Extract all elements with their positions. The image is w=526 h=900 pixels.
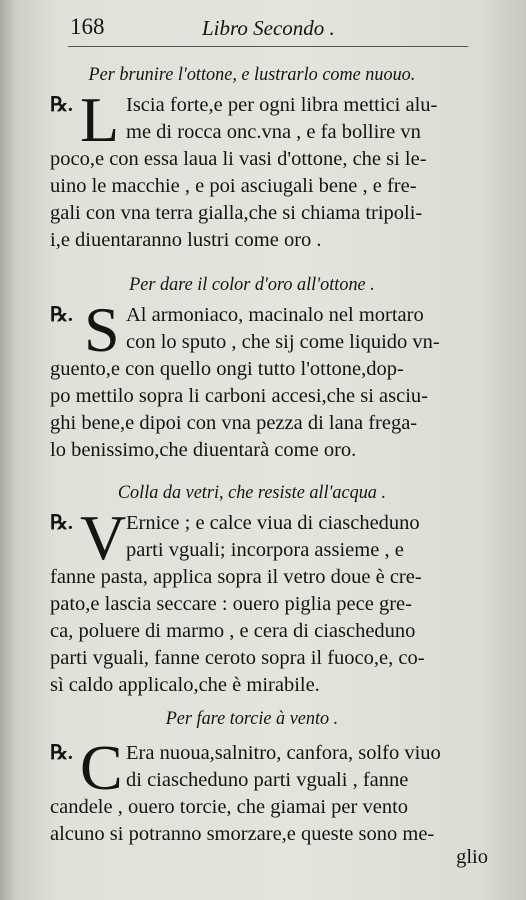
recipe-mark: ℞. xyxy=(50,512,73,534)
page-number: 168 xyxy=(70,14,105,39)
text-line: Iscia forte,e per ogni libra mettici alu- xyxy=(126,94,438,116)
recipe-title-3: Colla da vetri, che resiste all'acqua . xyxy=(117,482,387,503)
recipe-mark: ℞. xyxy=(50,304,73,326)
text-line: parti vguali; incorpora assieme , e xyxy=(126,539,404,561)
recipe-title-4: Per fare torcie à vento . xyxy=(165,708,339,729)
text-line: Era nuoua,salnitro, canfora, solfo viuo xyxy=(126,742,441,764)
text-line: ghi bene,e dipoi con vna pezza di lana frega- xyxy=(50,412,418,434)
text-line: di ciascheduno parti vguali , fanne xyxy=(126,769,409,791)
drop-cap-initial: C xyxy=(80,732,123,803)
catchword: glio xyxy=(456,846,488,868)
text-line: po mettilo sopra li carboni accesi,che si asciu- xyxy=(50,385,428,407)
text-line: con lo sputo , che sij come liquido vn- xyxy=(126,331,440,353)
text-line: gali con vna terra gialla,che si chiama tripoli- xyxy=(50,202,423,224)
text-line: sì caldo applicalo,che è mirabile. xyxy=(50,674,320,696)
recipe-mark: ℞. xyxy=(50,94,73,116)
text-line: lo benissimo,che diuentarà come oro. xyxy=(50,439,357,461)
text-line: ca, poluere di marmo , e cera di ciascheduno xyxy=(50,620,416,642)
recipe-mark: ℞. xyxy=(50,742,73,764)
text-line: uino le macchie , e poi asciugali bene , e fre- xyxy=(50,175,417,197)
text-line: alcuno si potranno smorzare,e queste sono me- xyxy=(50,823,435,845)
text-line: me di rocca onc.vna , e fa bollire vn xyxy=(126,121,421,143)
header-rule xyxy=(68,46,468,47)
recipe-title-2: Per dare il color d'oro all'ottone . xyxy=(129,274,375,295)
drop-cap-initial: L xyxy=(80,84,120,155)
text-line: fanne pasta, applica sopra il vetro doue è cre- xyxy=(50,566,422,588)
text-line: Al armoniaco, macinalo nel mortaro xyxy=(126,304,424,326)
text-line: candele , ouero torcie, che giamai per vento xyxy=(50,796,409,818)
text-line: Ernice ; e calce viua di ciascheduno xyxy=(126,512,420,534)
text-line: guento,e con quello ongi tutto l'ottone,dop- xyxy=(50,358,404,380)
page-header xyxy=(70,14,486,46)
recipe-title-1: Per brunire l'ottone, e lustrarlo come nuouo. xyxy=(88,64,416,85)
text-line: i,e diuentaranno lustri come oro . xyxy=(50,229,322,251)
running-head: Libro Secondo . xyxy=(202,16,335,40)
drop-cap-initial: V xyxy=(80,502,127,573)
text-line: poco,e con essa laua li vasi d'ottone, che si le- xyxy=(50,148,427,170)
text-line: pato,e lascia seccare : ouero piglia pece gre- xyxy=(50,593,412,615)
text-line: parti vguali, fanne ceroto sopra il fuoco,e, co- xyxy=(50,647,425,669)
drop-cap-initial: S xyxy=(84,294,120,365)
